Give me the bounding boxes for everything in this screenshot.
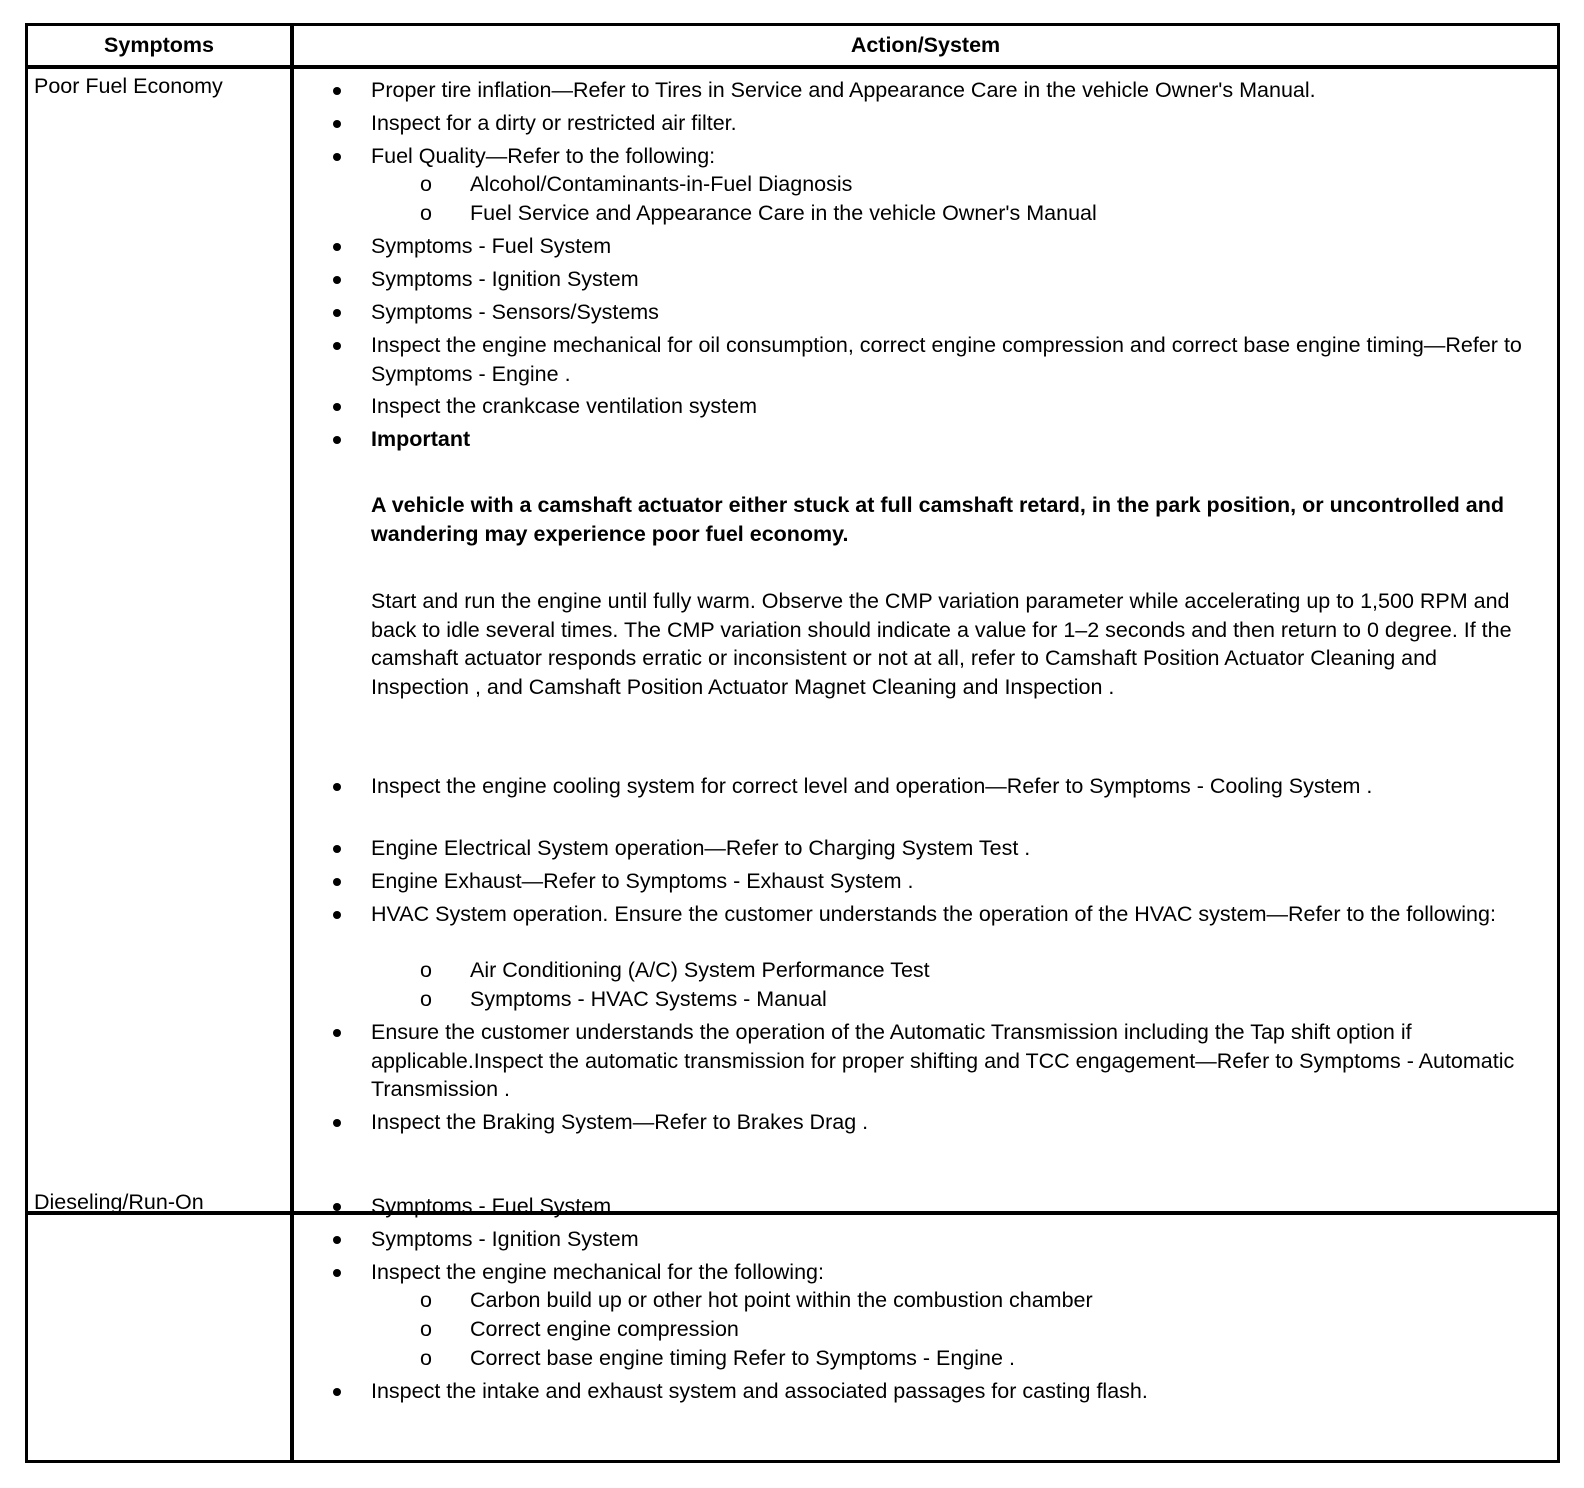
important-note: A vehicle with a camshaft actuator either stuck at full camshaft retard, in the park position, or uncontrolled and wandering may experience poor fuel economy. <box>371 493 1504 546</box>
bullet-icon <box>333 309 341 317</box>
circle-bullet-icon: o <box>420 1346 432 1370</box>
sub-list-item: o Carbon build up or other hot point within the combustion chamber <box>470 1286 1530 1315</box>
column-divider <box>290 26 294 1460</box>
list-item: HVAC System operation. Ensure the customer understands the operation of the HVAC system—Refer to the following: <box>371 900 1539 929</box>
bullet-icon <box>333 1203 341 1211</box>
bullet-icon <box>333 87 341 95</box>
list-item: Inspect the engine mechanical for the following: <box>371 1258 1539 1287</box>
bullet-icon <box>333 1029 341 1037</box>
bullet-icon <box>333 436 341 444</box>
list-item: Fuel Quality—Refer to the following: <box>371 142 1539 171</box>
bullet-icon <box>333 1236 341 1244</box>
list-item: Inspect the crankcase ventilation system <box>371 392 1539 421</box>
sub-list-item: o Fuel Service and Appearance Care in the vehicle Owner's Manual <box>470 199 1530 228</box>
important-body: Start and run the engine until fully warm. Observe the CMP variation parameter while accelerating up to 1,500 RPM and back to idle several times. The CMP variation should indicate a value for 1–2 seconds and then return to 0 degree. If the camshaft actuator responds erratic or inconsistent or not at all, refer to Camshaft Position Actuator Cleaning and Inspection , and Camshaft Position Actuator Magnet Cleaning and Inspection . <box>371 589 1512 699</box>
bullet-icon <box>333 342 341 350</box>
bullet-icon <box>333 1388 341 1396</box>
bullet-icon <box>333 1269 341 1277</box>
circle-bullet-icon: o <box>420 958 432 982</box>
header-divider <box>28 65 1557 69</box>
bullet-icon <box>333 403 341 411</box>
sub-list-item: o Symptoms - HVAC Systems - Manual <box>470 985 1530 1014</box>
bullet-icon <box>333 783 341 791</box>
list-item: Symptoms - Ignition System <box>371 1225 1539 1254</box>
list-item: Engine Electrical System operation—Refer to Charging System Test . <box>371 834 1539 863</box>
symptom-poor-fuel-economy: Poor Fuel Economy <box>34 74 223 98</box>
list-item: Inspect the Braking System—Refer to Brakes Drag . <box>371 1108 1539 1137</box>
list-item: Symptoms - Fuel System <box>371 232 1539 261</box>
bullet-icon <box>333 1119 341 1127</box>
list-item: Ensure the customer understands the operation of the Automatic Transmission including the Tap shift option if applicable.Inspect the automatic transmission for proper shifting and TCC engagement—Refer to Symptoms - Automatic Transmission . <box>371 1018 1539 1104</box>
circle-bullet-icon: o <box>420 987 432 1011</box>
list-item: Inspect the engine cooling system for correct level and operation—Refer to Symptoms - Cooling System . <box>371 772 1539 801</box>
symptom-dieseling-run-on: Dieseling/Run-On <box>34 1190 204 1214</box>
list-item: Inspect for a dirty or restricted air filter. <box>371 109 1539 138</box>
bullet-icon <box>333 878 341 886</box>
bullet-icon <box>333 845 341 853</box>
bullet-icon <box>333 911 341 919</box>
bullet-icon <box>333 276 341 284</box>
list-item: Symptoms - Fuel System <box>371 1192 1539 1221</box>
sub-list-item: o Alcohol/Contaminants-in-Fuel Diagnosis <box>470 170 1530 199</box>
list-item-important: Important <box>371 425 1539 454</box>
circle-bullet-icon: o <box>420 172 432 196</box>
circle-bullet-icon: o <box>420 1317 432 1341</box>
sub-list-item: o Correct base engine timing Refer to Symptoms - Engine . <box>470 1344 1530 1373</box>
list-item: Engine Exhaust—Refer to Symptoms - Exhaust System . <box>371 867 1539 896</box>
list-item: Proper tire inflation—Refer to Tires in Service and Appearance Care in the vehicle Owner's Manual. <box>371 76 1539 105</box>
sub-list-item: o Correct engine compression <box>470 1315 1530 1344</box>
sub-list-item: o Air Conditioning (A/C) System Performance Test <box>470 956 1530 985</box>
list-item: Symptoms - Sensors/Systems <box>371 298 1539 327</box>
header-symptoms: Symptoms <box>104 33 214 57</box>
header-action-system: Action/System <box>850 33 1001 57</box>
list-item: Symptoms - Ignition System <box>371 265 1539 294</box>
list-item: Inspect the engine mechanical for oil consumption, correct engine compression and correct base engine timing—Refer to Symptoms - Engine . <box>371 331 1539 388</box>
circle-bullet-icon: o <box>420 201 432 225</box>
bullet-icon <box>333 243 341 251</box>
list-item: Inspect the intake and exhaust system and associated passages for casting flash. <box>371 1377 1539 1406</box>
circle-bullet-icon: o <box>420 1288 432 1312</box>
bullet-icon <box>333 153 341 161</box>
bullet-icon <box>333 120 341 128</box>
